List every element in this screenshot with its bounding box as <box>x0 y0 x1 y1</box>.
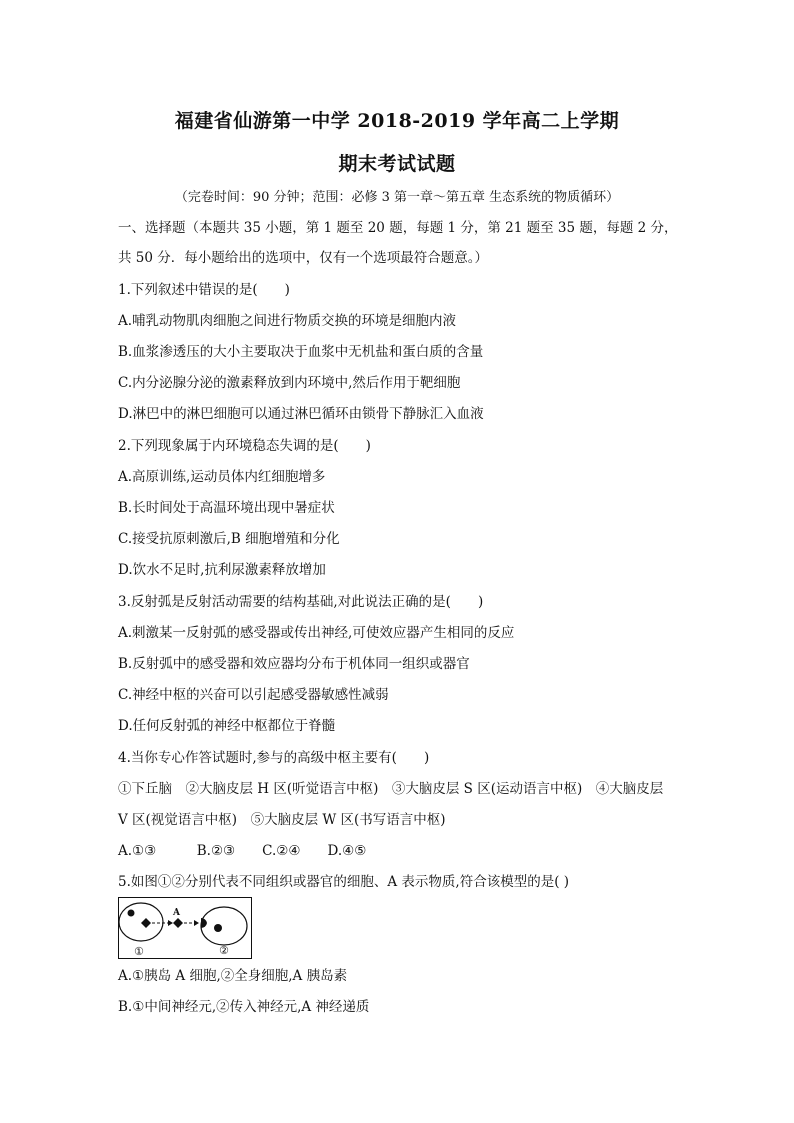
label-a: A <box>173 908 180 918</box>
question-2-option-c: C.接受抗原刺激后,B 细胞增殖和分化 <box>118 531 340 547</box>
question-1-option-c: C.内分泌腺分泌的激素释放到内环境中,然后作用于靶细胞 <box>118 375 461 391</box>
question-3-stem: 3.反射弧是反射活动需要的结构基础,对此说法正确的是( ) <box>118 594 484 610</box>
substance-a-diamond <box>173 918 183 928</box>
question-2-stem: 2.下列现象属于内环境稳态失调的是( ) <box>118 438 371 454</box>
label-cell-1: ① <box>134 945 144 958</box>
cell-1-nucleus <box>128 910 135 917</box>
question-1-option-d: D.淋巴中的淋巴细胞可以通过淋巴循环由锁骨下静脉汇入血液 <box>118 406 484 422</box>
question-3-option-c: C.神经中枢的兴奋可以引起感受器敏感性减弱 <box>118 687 389 703</box>
question-1-option-b: B.血浆渗透压的大小主要取决于血浆中无机盐和蛋白质的含量 <box>118 344 484 360</box>
question-3-option-b: B.反射弧中的感受器和效应器均分布于机体同一组织或器官 <box>118 656 470 672</box>
section-instructions-line2: 共 50 分．每小题给出的选项中，仅有一个选项最符合题意。） <box>118 250 489 266</box>
question-4-options: A.①③ B.②③ C.②④ D.④⑤ <box>118 843 367 859</box>
question-1-stem: 1.下列叙述中错误的是( ) <box>118 282 290 298</box>
question-4-stem: 4.当你专心作答试题时,参与的高级中枢主要有( ) <box>118 750 430 766</box>
cell-1-secretion-diamond <box>141 918 151 928</box>
question-5-option-b: B.①中间神经元,②传入神经元,A 神经递质 <box>118 999 370 1015</box>
question-3-option-d: D.任何反射弧的神经中枢都位于脊髓 <box>118 718 336 734</box>
page-title: 福建省仙游第一中学 2018-2019 学年高二上学期 <box>174 110 620 132</box>
cell-1-outline <box>119 903 163 941</box>
question-2-option-d: D.饮水不足时,抗利尿激素释放增加 <box>118 562 326 578</box>
page-subtitle-title: 期末考试试题 <box>338 153 456 175</box>
section-instructions-line1: 一、选择题（本题共 35 小题，第 1 题至 20 题，每题 1 分，第 21 题至 35 题，每题 2 分， <box>118 220 678 236</box>
question-1-option-a: A.哺乳动物肌肉细胞之间进行物质交换的环境是细胞内液 <box>118 313 457 329</box>
cell-2-nucleus <box>214 924 222 932</box>
question-4-choices-line2: V 区(视觉语言中枢) ⑤大脑皮层 W 区(书写语言中枢) <box>118 812 446 828</box>
question-3-option-a: A.刺激某一反射弧的感受器或传出神经,可使效应器产生相同的反应 <box>118 625 515 641</box>
question-5-option-a: A.①胰岛 A 细胞,②全身细胞,A 胰岛素 <box>118 968 348 984</box>
cell-2-outline <box>201 907 247 945</box>
question-5-stem: 5.如图①②分别代表不同组织或器官的细胞、A 表示物质,符合该模型的是( ) <box>118 874 570 890</box>
label-cell-2: ② <box>219 944 229 957</box>
diagram-arrow-head-1 <box>168 920 173 926</box>
cell-signal-diagram <box>118 897 252 959</box>
question-2-option-b: B.长时间处于高温环境出现中暑症状 <box>118 500 335 516</box>
exam-info: （完卷时间：90 分钟；范围：必修 3 第一章～第五章 生态系统的物质循环） <box>174 190 620 205</box>
question-2-option-a: A.高原训练,运动员体内红细胞增多 <box>118 469 326 485</box>
diagram-arrow-head-2 <box>194 920 199 926</box>
question-4-choices-line1: ①下丘脑 ②大脑皮层 H 区(听觉语言中枢) ③大脑皮层 S 区(运动语言中枢) ④大脑皮层 <box>118 781 664 797</box>
cell-2-receptor <box>201 918 207 928</box>
